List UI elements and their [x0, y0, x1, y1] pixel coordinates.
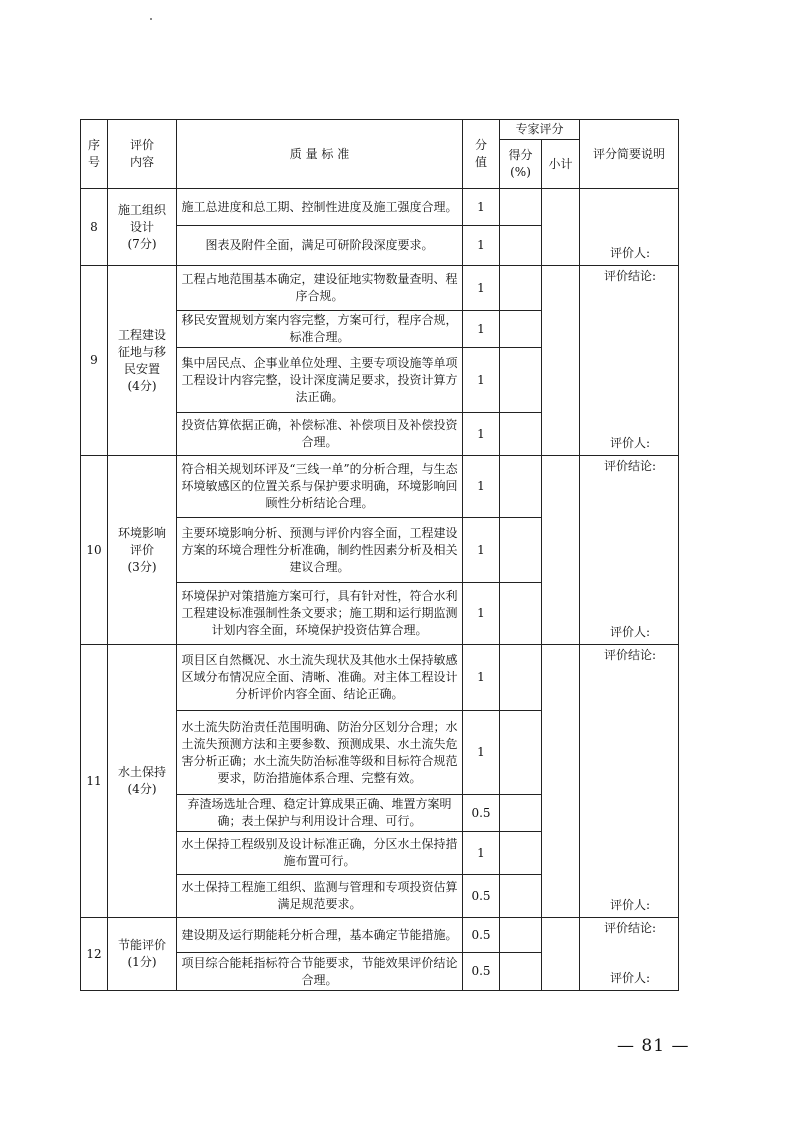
- criterion-points: 1: [463, 311, 500, 348]
- remark-cell[interactable]: [580, 189, 679, 266]
- criterion-points: 0.5: [463, 953, 500, 991]
- remark-cell[interactable]: [580, 266, 679, 456]
- table-row: [81, 918, 679, 953]
- score-cell[interactable]: [500, 266, 542, 311]
- score-cell[interactable]: [500, 413, 542, 456]
- evaluator-label: 评价人:: [609, 898, 651, 912]
- criterion-text: 水土流失防治责任范围明确、防治分区划分合理；水土流失预测方法和主要参数、预测成果、水土流失危害分析正确；水土流失防治标准等级和目标符合规范要求，防治措施体系合理、完整有效。: [177, 711, 463, 795]
- criterion-text: 投资估算依据正确，补偿标准、补偿项目及补偿投资合理。: [177, 413, 463, 456]
- evaluator-label: 评价人:: [609, 436, 651, 450]
- section-category: 环境影响 评价 (3分): [108, 456, 177, 645]
- header-subtotal: 小计: [542, 140, 580, 189]
- score-cell[interactable]: [500, 832, 542, 875]
- criterion-text: 施工总进度和总工期、控制性进度及施工强度合理。: [177, 189, 463, 226]
- criterion-text: 主要环境影响分析、预测与评价内容全面，工程建设方案的环境合理性分析准确，制约性因素分析及相关建议合理。: [177, 518, 463, 583]
- score-cell[interactable]: [500, 875, 542, 918]
- scan-speck: [150, 18, 152, 20]
- criterion-points: 0.5: [463, 918, 500, 953]
- score-cell[interactable]: [500, 189, 542, 226]
- table-row: [81, 645, 679, 711]
- criterion-points: 1: [463, 189, 500, 226]
- subtotal-cell[interactable]: [542, 266, 580, 456]
- criterion-text: 水土保持工程施工组织、监测与管理和专项投资估算满足规范要求。: [177, 875, 463, 918]
- conclusion-label: 评价结论:: [603, 459, 657, 473]
- score-cell[interactable]: [500, 795, 542, 832]
- subtotal-cell[interactable]: [542, 189, 580, 266]
- header-standard: 质 量 标 准: [177, 120, 463, 189]
- criterion-text: 移民安置规划方案内容完整，方案可行，程序合规，标准合理。: [177, 311, 463, 348]
- criterion-points: 1: [463, 711, 500, 795]
- section-number: 8: [81, 189, 108, 266]
- evaluation-table: [80, 119, 679, 991]
- remark-cell[interactable]: [580, 645, 679, 918]
- score-cell[interactable]: [500, 311, 542, 348]
- remark-cell[interactable]: [580, 918, 679, 991]
- criterion-text: 集中居民点、企事业单位处理、主要专项设施等单项工程设计内容完整，设计深度满足要求，投资计算方法正确。: [177, 348, 463, 413]
- criterion-text: 建设期及运行期能耗分析合理，基本确定节能措施。: [177, 918, 463, 953]
- section-number: 10: [81, 456, 108, 645]
- conclusion-label: 评价结论:: [603, 269, 657, 283]
- header-content: 评价 内容: [108, 120, 177, 189]
- section-number: 9: [81, 266, 108, 456]
- criterion-text: 项目综合能耗指标符合节能要求，节能效果评价结论合理。: [177, 953, 463, 991]
- header-points: 分 值: [463, 120, 500, 189]
- score-cell[interactable]: [500, 645, 542, 711]
- score-cell[interactable]: [500, 518, 542, 583]
- criterion-text: 工程占地范围基本确定，建设征地实物数量查明、程序合规。: [177, 266, 463, 311]
- remark-content: [580, 189, 678, 265]
- section-category: 工程建设 征地与移 民安置 (4分): [108, 266, 177, 456]
- remark-content: [580, 918, 678, 990]
- section-category: 施工组织 设计 (7分): [108, 189, 177, 266]
- section-number: 11: [81, 645, 108, 918]
- remark-content: [580, 645, 678, 917]
- section-number: 12: [81, 918, 108, 991]
- page-number: — 81 —: [617, 1036, 690, 1056]
- criterion-points: 1: [463, 348, 500, 413]
- table-row: [81, 189, 679, 226]
- criterion-points: 1: [463, 518, 500, 583]
- conclusion-label: 评价结论:: [603, 648, 657, 662]
- evaluator-label: 评价人:: [609, 971, 651, 985]
- evaluator-label: 评价人:: [609, 625, 651, 639]
- score-cell[interactable]: [500, 918, 542, 953]
- criterion-text: 弃渣场选址合理、稳定计算成果正确、堆置方案明确；表土保护与利用设计合理、可行。: [177, 795, 463, 832]
- table-row: [81, 266, 679, 311]
- score-cell[interactable]: [500, 711, 542, 795]
- evaluation-body: [81, 189, 679, 991]
- header-remark: 评分简要说明: [580, 120, 679, 189]
- criterion-points: 0.5: [463, 875, 500, 918]
- criterion-text: 环境保护对策措施方案可行，具有针对性，符合水利工程建设标准强制性条文要求；施工期和运行期监测计划内容全面，环境保护投资估算合理。: [177, 583, 463, 645]
- remark-content: [580, 266, 678, 455]
- remark-content: [580, 456, 678, 644]
- criterion-points: 1: [463, 832, 500, 875]
- subtotal-cell[interactable]: [542, 456, 580, 645]
- remark-cell[interactable]: [580, 456, 679, 645]
- header-seq: 序 号: [81, 120, 108, 189]
- subtotal-cell[interactable]: [542, 645, 580, 918]
- criterion-points: 1: [463, 266, 500, 311]
- criterion-points: 1: [463, 456, 500, 518]
- criterion-points: 1: [463, 226, 500, 266]
- score-cell[interactable]: [500, 348, 542, 413]
- criterion-points: 0.5: [463, 795, 500, 832]
- criterion-text: 项目区自然概况、水土流失现状及其他水土保持敏感区域分布情况应全面、清晰、准确。对主体工程设计分析评价内容全面、结论正确。: [177, 645, 463, 711]
- criterion-text: 水土保持工程级别及设计标准正确，分区水土保持措施布置可行。: [177, 832, 463, 875]
- score-cell[interactable]: [500, 226, 542, 266]
- criterion-points: 1: [463, 645, 500, 711]
- criterion-text: 符合相关规划环评及“三线一单”的分析合理，与生态环境敏感区的位置关系与保护要求明确，环境影响回顾性分析结论合理。: [177, 456, 463, 518]
- criterion-text: 图表及附件全面，满足可研阶段深度要求。: [177, 226, 463, 266]
- score-cell[interactable]: [500, 583, 542, 645]
- evaluator-label: 评价人:: [609, 246, 651, 260]
- header-score: 得分 (%): [500, 140, 542, 189]
- header-expert-score: 专家评分: [500, 120, 580, 140]
- criterion-points: 1: [463, 583, 500, 645]
- subtotal-cell[interactable]: [542, 918, 580, 991]
- conclusion-label: 评价结论:: [603, 921, 657, 935]
- section-category: 水土保持 (4分): [108, 645, 177, 918]
- criterion-points: 1: [463, 413, 500, 456]
- section-category: 节能评价 (1分): [108, 918, 177, 991]
- score-cell[interactable]: [500, 456, 542, 518]
- table-row: [81, 456, 679, 518]
- score-cell[interactable]: [500, 953, 542, 991]
